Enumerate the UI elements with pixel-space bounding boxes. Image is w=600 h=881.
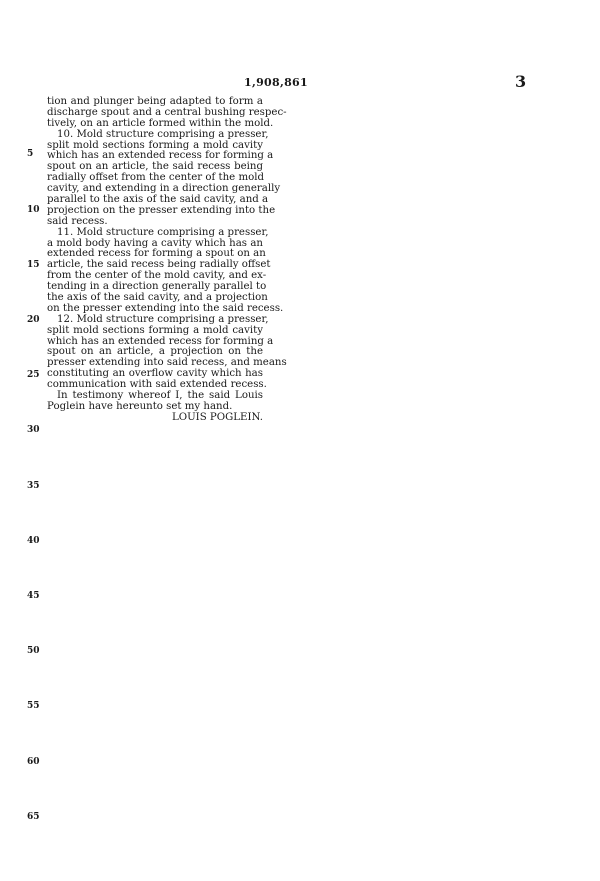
patent-number: 1,908,861 xyxy=(244,76,308,89)
text-line: projection on the presser extending into the xyxy=(47,204,276,216)
line-number: 15 xyxy=(27,260,40,270)
page-number: 3 xyxy=(515,72,527,91)
text-line: split mold sections forming a mold cavity xyxy=(47,139,263,151)
text-line: article, the said recess being radially offset xyxy=(47,259,271,271)
line-number: 60 xyxy=(27,757,40,767)
text-line: tion and plunger being adapted to form a xyxy=(47,96,263,107)
text-line: spout on an article, a projection on the xyxy=(47,346,263,358)
line-number: 35 xyxy=(27,481,40,491)
testimony-line: In testimony whereof I, the said Louis xyxy=(57,390,263,402)
text-line: Poglein have hereunto set my hand. xyxy=(47,400,233,412)
text-line: radially offset from the center of the mold xyxy=(47,172,265,184)
line-number: 45 xyxy=(27,591,40,601)
text-line: extended recess for forming a spout on an xyxy=(47,248,266,260)
text-line: a mold body having a cavity which has an xyxy=(47,237,263,249)
line-number: 25 xyxy=(27,370,40,380)
line-number: 50 xyxy=(27,646,40,656)
line-number: 20 xyxy=(27,315,40,325)
text-line: split mold sections forming a mold cavity xyxy=(47,324,263,336)
claim-12-start: 12. Mold structure comprising a presser, xyxy=(57,313,269,325)
signature-name: LOUIS POGLEIN. xyxy=(171,411,263,423)
line-number: 55 xyxy=(27,701,40,711)
line-number: 30 xyxy=(27,425,40,435)
text-line: spout on an article, the said recess being xyxy=(47,161,263,173)
text-line: which has an extended recess for forming a xyxy=(47,335,274,347)
text-line: which has an extended recess for forming a xyxy=(47,150,274,162)
text-line: discharge spout and a central bushing respec- xyxy=(47,106,287,118)
line-number: 65 xyxy=(27,812,40,822)
text-line: constituting an overflow cavity which has xyxy=(47,368,263,380)
text-line: from the center of the mold cavity, and ex- xyxy=(47,270,267,282)
text-line: on the presser extending into the said recess. xyxy=(47,302,284,314)
text-line: communication with said extended recess. xyxy=(47,379,267,391)
claim-11-start: 11. Mold structure comprising a presser, xyxy=(57,226,269,238)
text-line: tively, on an article formed within the mold. xyxy=(47,117,274,129)
text-line: cavity, and extending in a direction generally xyxy=(47,183,281,195)
claim-10-start: 10. Mold structure comprising a presser, xyxy=(57,128,269,140)
line-number: 40 xyxy=(27,536,40,546)
text-line: parallel to the axis of the said cavity, and a xyxy=(47,194,269,206)
text-line: tending in a direction generally parallel to xyxy=(47,281,267,293)
line-number: 10 xyxy=(27,205,40,215)
text-line: said recess. xyxy=(47,215,108,227)
text-line: presser extending into said recess, and means xyxy=(47,357,287,369)
claims-text-column xyxy=(47,96,287,424)
text-line: the axis of the said cavity, and a projection xyxy=(47,292,268,304)
line-number: 5 xyxy=(27,149,34,159)
